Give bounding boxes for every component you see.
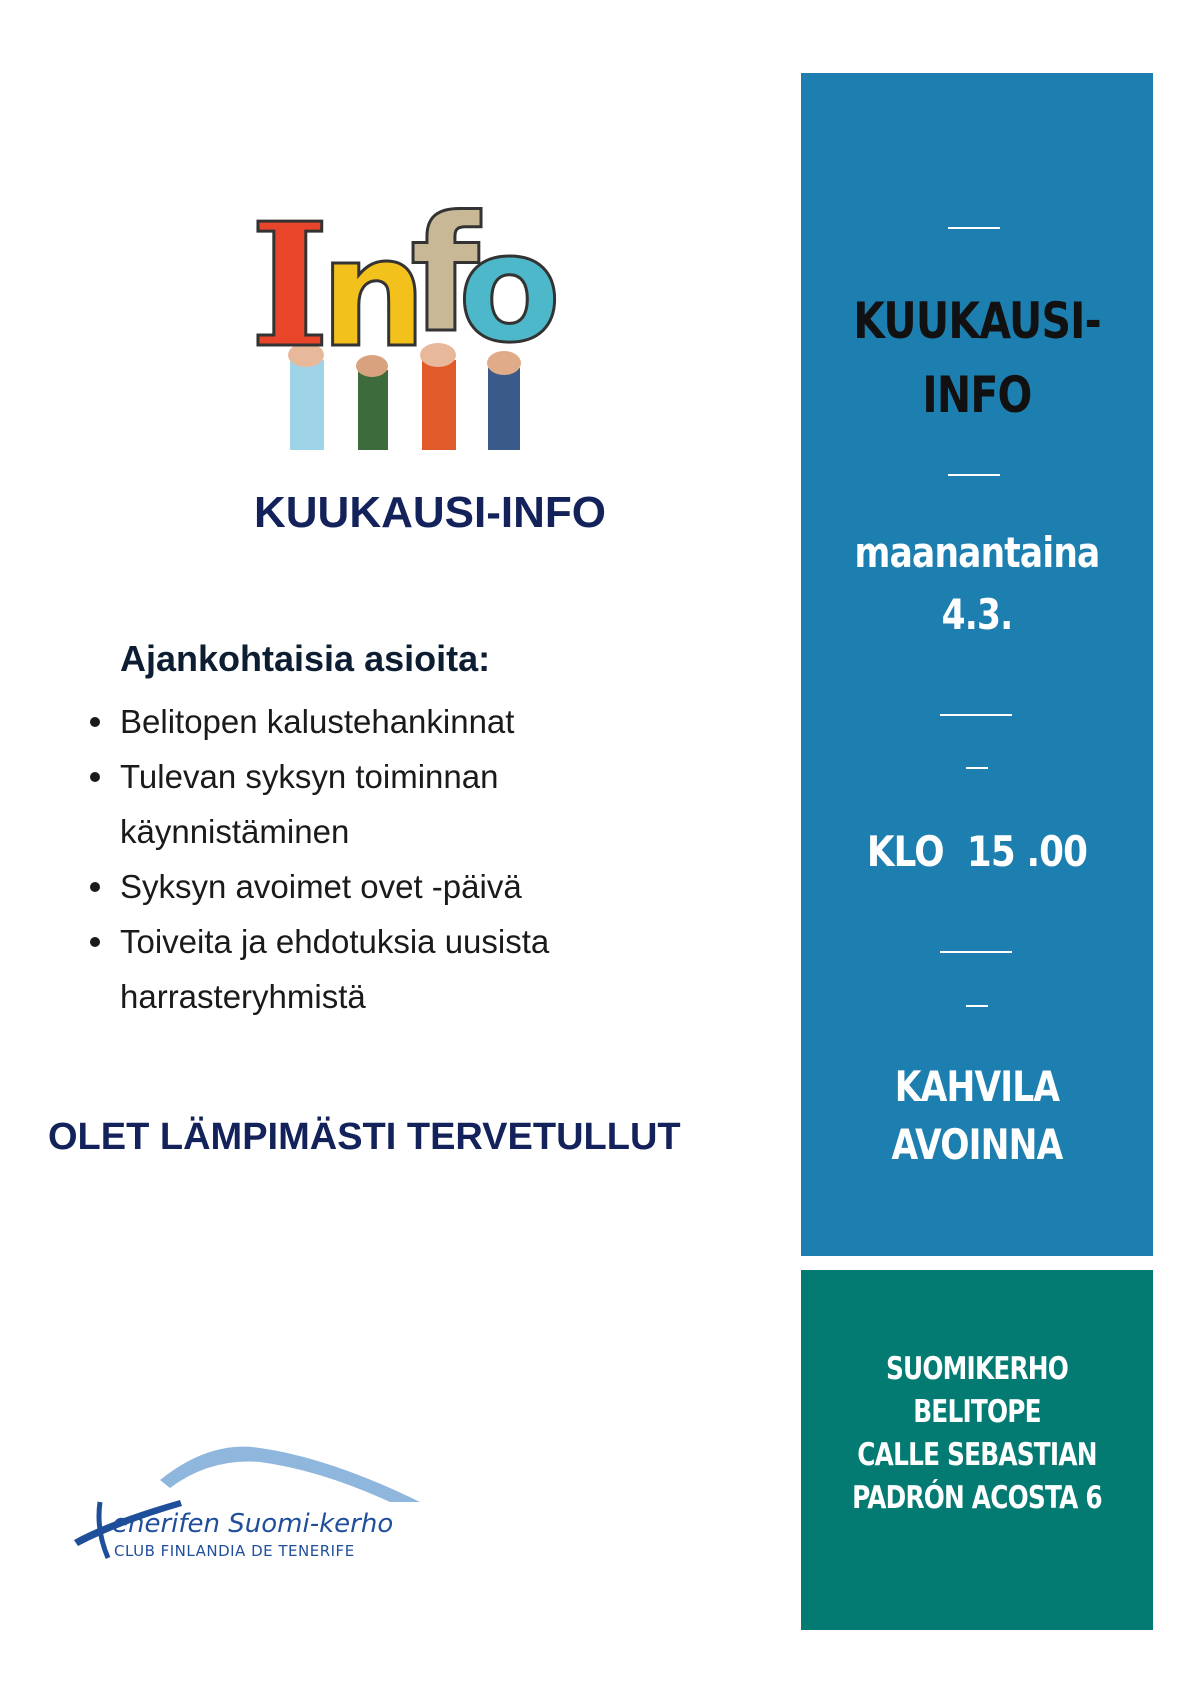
divider <box>940 951 1012 953</box>
logo-name: enerifen Suomi-kerho <box>112 1509 394 1539</box>
welcome-text: OLET LÄMPIMÄSTI TERVETULLUT <box>48 1116 681 1158</box>
list-item: Tulevan syksyn toiminnan käynnistäminen <box>84 749 724 859</box>
divider <box>966 1005 988 1007</box>
agenda-list <box>84 694 724 1024</box>
divider <box>966 767 988 769</box>
divider <box>940 714 1012 716</box>
section-heading: Ajankohtaisia asioita: <box>120 638 491 679</box>
list-item: Belitopen kalustehankinnat <box>84 694 724 749</box>
bullet-icon <box>90 937 100 947</box>
bullet-icon <box>90 882 100 892</box>
info-letter-i: I <box>250 186 330 386</box>
divider <box>948 474 1000 476</box>
club-logo <box>70 1440 430 1560</box>
page-title: KUUKAUSI-INFO <box>254 488 606 537</box>
info-letter-f: f <box>410 181 480 368</box>
address-text: SUOMIKERHO BELITOPE CALLE SEBASTIAN PADRÓN ACOSTA 6 <box>852 1351 1102 1516</box>
event-time: KLO 15 .00 <box>866 827 1088 876</box>
list-item: Syksyn avoimet ovet -päivä <box>84 859 724 914</box>
bullet-icon <box>90 717 100 727</box>
info-letter-n: n <box>320 207 427 381</box>
cafe-notice: KAHVILA AVOINNA <box>891 1062 1063 1169</box>
list-item: Toiveita ja ehdotuksia uusista harrasteryhmistä <box>84 914 724 1024</box>
sidebar-title: KUUKAUSI- INFO <box>853 292 1101 424</box>
bullet-icon <box>90 772 100 782</box>
info-illustration <box>250 180 570 450</box>
event-date: maanantaina 4.3. <box>854 528 1100 639</box>
info-letter-o: o <box>458 202 562 376</box>
logo-subtitle: CLUB FINLANDIA DE TENERIFE <box>114 1542 355 1560</box>
divider <box>948 227 1000 229</box>
